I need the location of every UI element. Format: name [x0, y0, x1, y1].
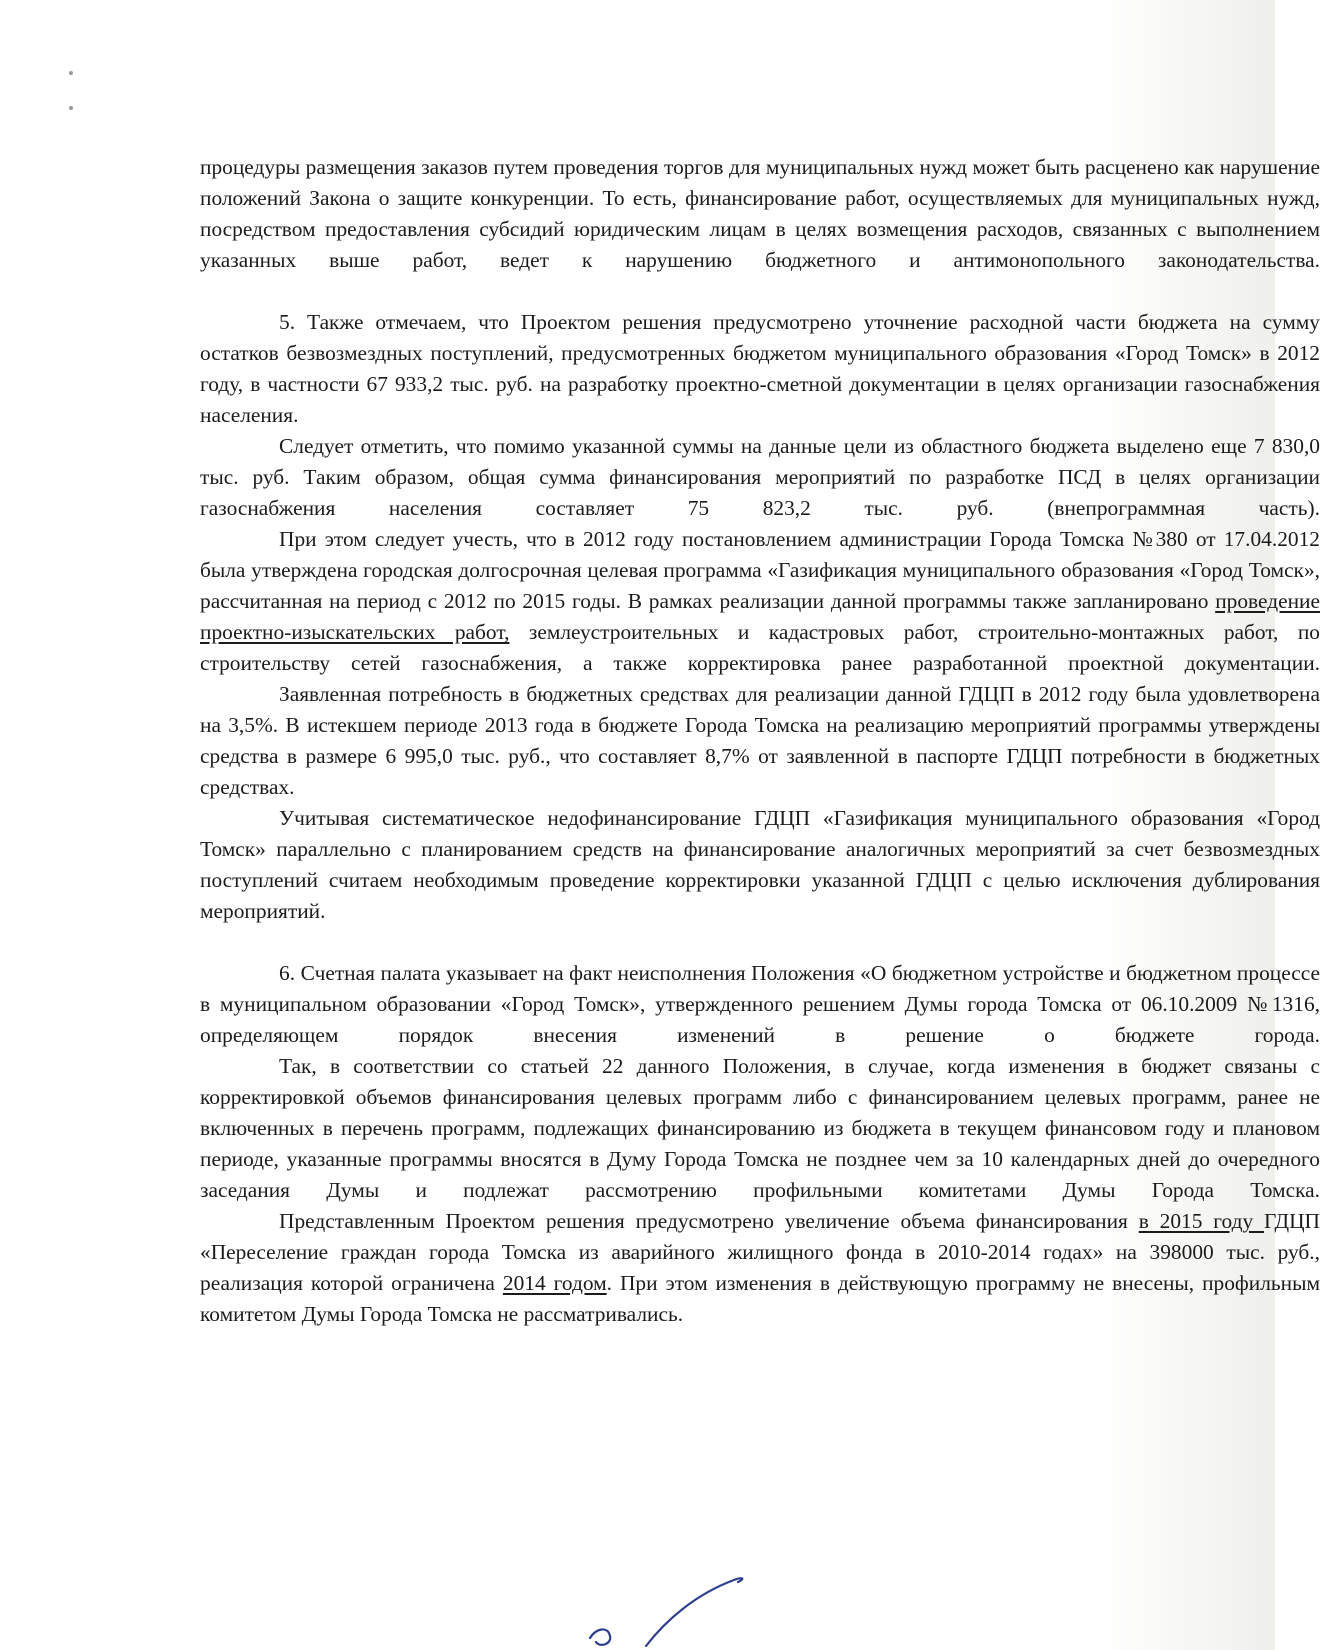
paragraph-5-conclusion — [200, 803, 1320, 927]
underlined-text: в 2015 году — [1138, 1209, 1265, 1233]
scan-speck — [69, 71, 73, 75]
paragraph-5-program — [200, 524, 1320, 679]
paragraph-text: Представленным Проектом решения предусмотрено увеличение объема финансирования — [279, 1209, 1139, 1233]
scan-speck — [69, 106, 73, 110]
paragraph-text: При этом следует учесть, что в 2012 году постановлением администрации Города Томска №380 от 17.04.2012 была утверждена городская долгосрочная целевая программа «Газификация муниципального образования «Город Томск», рассчитанная на период с 2012 по 2015 годы. В рамках реализации данной программы также запланировано — [200, 527, 1320, 613]
paragraph-text: 6. Счетная палата указывает на факт неисполнения Положения «О бюджетном устройстве и бюджетном процессе в муниципальном образовании «Город Томск», утвержденного решением Думы города Томска от 06.10.2009 №1316, определяющем порядок внесения изменений в решение о бюджете города. — [200, 961, 1320, 1047]
paragraph-text: процедуры размещения заказов путем проведения торгов для муниципальных нужд может быть расценено как нарушение положений Закона о защите конкуренции. То есть, финансирование работ, осуществляемых для муниципальных нужд, посредством предоставления субсидий юридическим лицам в целях возмещения расходов, связанных с выполнением указанных выше работ, ведет к нарушению бюджетного и антимонопольного законодательства. — [200, 155, 1320, 272]
paragraph-5-intro — [200, 307, 1320, 431]
underlined-text: 2014 годом — [502, 1271, 607, 1295]
paragraph-5-need — [200, 679, 1320, 803]
paragraph-continued — [200, 152, 1320, 276]
document-body — [200, 152, 1320, 1330]
paragraph-6-intro — [200, 958, 1320, 1051]
paragraph-text: ГДЦП «Переселение граждан города Томска из аварийного жилищного фонда в 2010-2014 годах» на 398000 тыс. руб., реализация которой ограничена — [200, 1209, 1320, 1295]
document-page — [200, 152, 1320, 1650]
underlined-text: проведение проектно-изыскательских работ, — [200, 589, 1320, 644]
paragraph-6-article — [200, 1051, 1320, 1206]
paragraph-5-regional — [200, 431, 1320, 524]
paragraph-text: землеустроительных и кадастровых работ, строительно-монтажных работ, по строительству сетей газоснабжения, а также корректировка ранее разработанной проектной документации. — [200, 620, 1320, 675]
paragraph-text: Учитывая систематическое недофинансирование ГДЦП «Газификация муниципального образования «Город Томск» параллельно с планированием средств на финансирование аналогичных мероприятий за счет безвозмездных поступлений считаем необходимым проведение корректировки указанной ГДЦП с целью исключения дублирования мероприятий. — [200, 806, 1320, 923]
paragraph-text: . При этом изменения в действующую программу не внесены, профильным комитетом Думы Города Томска не рассматривались. — [200, 1271, 1320, 1326]
signature-stroke — [586, 1570, 756, 1650]
paragraph-text: Следует отметить, что помимо указанной суммы на данные цели из областного бюджета выделено еще 7 830,0 тыс. руб. Таким образом, общая сумма финансирования мероприятий по разработке ПСД в целях организации газоснабжения населения составляет 75 823,2 тыс. руб. (внепрограммная часть). — [200, 434, 1320, 520]
paragraph-text: Так, в соответствии со статьей 22 данного Положения, в случае, когда изменения в бюджет связаны с корректировкой объемов финансирования целевых программ либо с финансированием целевых программ, ранее не включенных в перечень программ, подлежащих финансированию из бюджета в текущем финансовом году и плановом периоде, указанные программы вносятся в Думу Города Томска не позднее чем за 10 календарных дней до очередного заседания Думы и подлежат рассмотрению профильными комитетами Думы Города Томска. — [200, 1054, 1320, 1202]
paragraph-text: 5. Также отмечаем, что Проектом решения предусмотрено уточнение расходной части бюджета на сумму остатков безвозмездных поступлений, предусмотренных бюджетом муниципального образования «Город Томск» в 2012 году, в частности 67 933,2 тыс. руб. на разработку проектно-сметной документации в целях организации газоснабжения населения. — [200, 310, 1320, 427]
paragraph-text: Заявленная потребность в бюджетных средствах для реализации данной ГДЦП в 2012 году была удовлетворена на 3,5%. В истекшем периоде 2013 года в бюджете Города Томска на реализацию мероприятий программы утверждены средства в размере 6 995,0 тыс. руб., что составляет 8,7% от заявленной в паспорте ГДЦП потребности в бюджетных средствах. — [200, 682, 1320, 799]
paragraph-6-resettlement — [200, 1206, 1320, 1330]
